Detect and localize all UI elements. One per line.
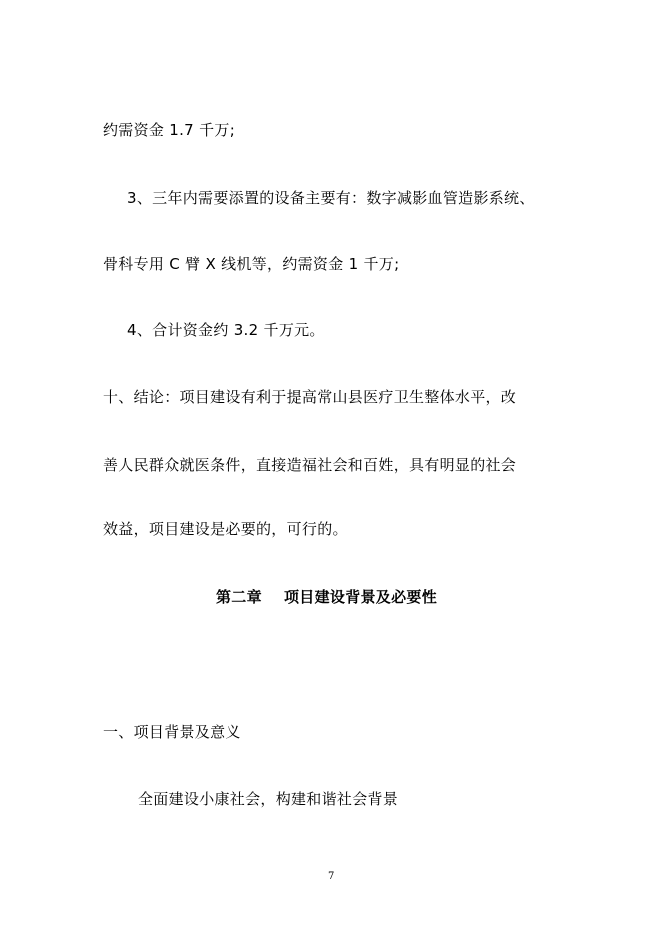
section-title: 一、项目背景及意义 [103,723,241,741]
page-number: 7 [328,871,335,882]
paragraph-line: 约需资金 1.7 千万; [103,121,236,139]
chapter-title: 第二章 项目建设背景及必要性 [216,588,437,606]
paragraph-line: 骨科专用 C 臂 X 线机等，约需资金 1 千万; [103,255,400,273]
paragraph-line: 3、三年内需要添置的设备主要有：数字减影血管造影系统、 [127,189,535,207]
paragraph-line: 效益，项目建设是必要的，可行的。 [103,520,348,538]
paragraph-line: 4、合计资金约 3.2 千万元。 [127,321,325,339]
subsection-title: 全面建设小康社会，构建和谐社会背景 [138,790,399,808]
paragraph-line: 十、结论：项目建设有利于提高常山县医疗卫生整体水平，改 [103,388,517,406]
paragraph-line: 善人民群众就医条件，直接造福社会和百姓，具有明显的社会 [103,456,517,474]
